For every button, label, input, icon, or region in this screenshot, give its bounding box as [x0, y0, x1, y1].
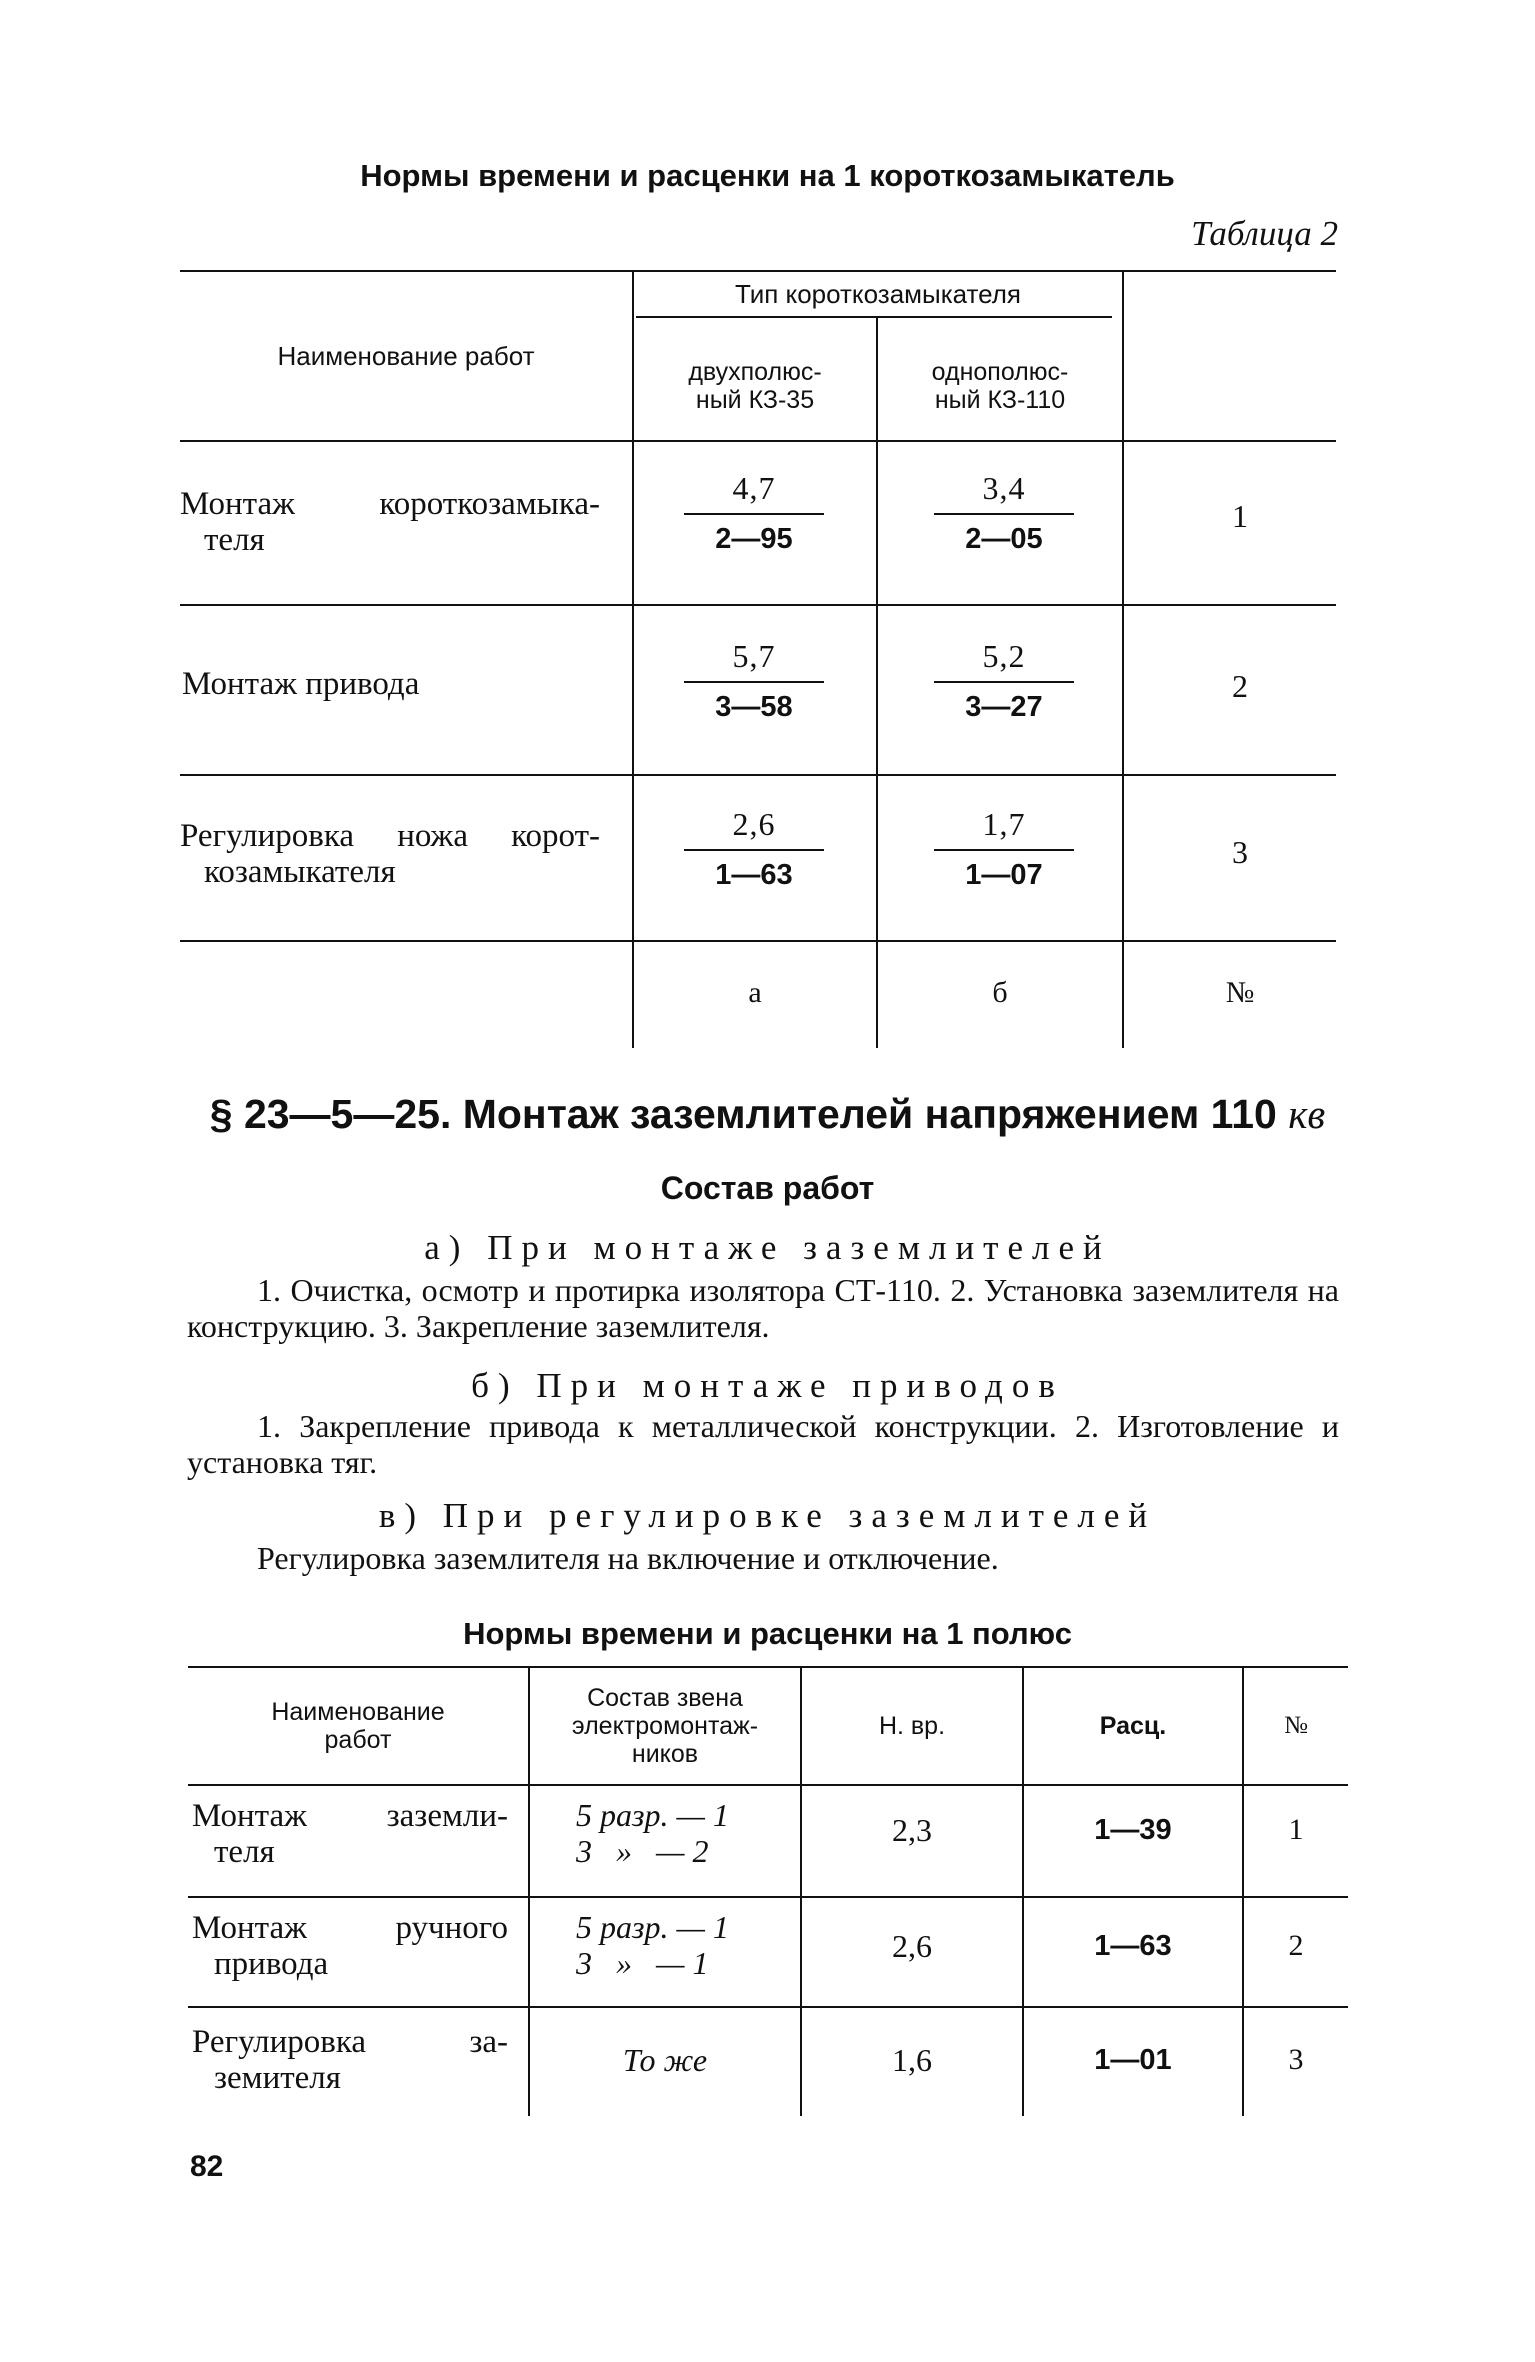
- table2-row-name-cont: теля: [214, 1834, 275, 1870]
- table1-row-name-cont: козамыкателя: [204, 854, 396, 890]
- table2-header-rule: [188, 1784, 1348, 1786]
- table1-header-name: Наименование работ: [277, 340, 535, 371]
- table1-header-rule: [180, 440, 1336, 442]
- table2-title: Нормы времени и расценки на 1 полюс: [463, 1616, 1072, 1651]
- table2-crew-line: 3 » — 1: [576, 1945, 709, 1981]
- subsection-a-body: 1. Очистка, осмотр и протирка изолятора СТ-110. 2. Установка заземлителя на конструкцию. 3. Закрепление заземлителя.: [187, 1272, 1339, 1344]
- table1-row-number: 3: [1232, 833, 1248, 870]
- table1-cell-b: [934, 470, 1074, 556]
- subsection-b-text: [187, 1408, 1339, 1480]
- table1-footer-number: №: [1225, 976, 1255, 1009]
- table2-rate: 1—01: [1094, 2043, 1172, 2076]
- section-heading-unit: кв: [1288, 1091, 1326, 1137]
- table2-row-name: Монтаж заземли-: [192, 1798, 508, 1834]
- table1-footer-a: а: [748, 976, 762, 1009]
- composition-title: Состав работ: [660, 1170, 875, 1206]
- table1-cell-b: [934, 638, 1074, 724]
- norm-time: 4,7: [684, 470, 824, 515]
- table2-header-rate: Расц.: [1099, 1711, 1167, 1740]
- norm-time: 5,2: [934, 638, 1074, 683]
- table2-row-name-cont: привода: [214, 1946, 329, 1982]
- table2-header-crew-line2: электромонтаж-: [571, 1712, 759, 1740]
- table1-cell-a: [684, 638, 824, 724]
- norm-time: 2,6: [684, 806, 824, 851]
- table2-crew-same: То же: [622, 2041, 708, 2078]
- table2-row-name: Монтаж ручного: [192, 1910, 508, 1946]
- table1-row-name: Монтаж привода: [182, 666, 420, 702]
- norm-time: 5,7: [684, 638, 824, 683]
- subsection-c-body: Регулировка заземлителя на включение и отключение.: [257, 1540, 999, 1576]
- table2-norm-time: 1,6: [892, 2041, 932, 2078]
- table2-header-crew-line3: ников: [631, 1740, 699, 1768]
- table2-rate: 1—63: [1094, 1929, 1172, 1962]
- subsection-c-title: в) При регулировке заземлителей: [378, 1496, 1157, 1535]
- table2-header-name-line1: Наименование: [271, 1698, 445, 1726]
- table1-header-group: Тип короткозамыкателя: [734, 278, 1022, 309]
- table1-row-number: 2: [1232, 667, 1248, 704]
- table1-row-rule: [180, 604, 1336, 606]
- rate: 2—95: [715, 523, 793, 555]
- table2-row-number: 3: [1288, 2043, 1304, 2076]
- table2-crew-line: 3 » — 2: [576, 1833, 709, 1869]
- table2-crew-line: 5 разр. — 1: [576, 1797, 729, 1833]
- table2-crew-line: 5 разр. — 1: [576, 1909, 729, 1945]
- table2-row-rule: [188, 1896, 1348, 1898]
- rate: 3—58: [715, 691, 793, 723]
- rate: 2—05: [965, 523, 1043, 555]
- table1-header-col-b-line2: ный КЗ-110: [934, 386, 1066, 414]
- table2-header-name: [188, 1668, 528, 1784]
- table2-row-number: 1: [1288, 1813, 1304, 1846]
- table1-title: Нормы времени и расценки на 1 короткозамыкатель: [360, 158, 1175, 193]
- norm-time: 3,4: [934, 470, 1074, 515]
- table2-header-crew: [530, 1668, 800, 1784]
- table1-header-col-a-line2: ный КЗ-35: [695, 386, 815, 414]
- table1-row-rule: [180, 774, 1336, 776]
- table2-norm-time: 2,3: [892, 1811, 932, 1848]
- section-heading-text: § 23—5—25. Монтаж заземлителей напряжением 110: [209, 1091, 1277, 1137]
- subsection-a-title: а) При монтаже заземлителей: [424, 1228, 1111, 1267]
- table1-row-number: 1: [1232, 497, 1248, 534]
- section-heading: [0, 1090, 1535, 1138]
- table1-header-col-b: [878, 336, 1122, 436]
- table2-header-time: Н. вр.: [878, 1711, 946, 1740]
- subsection-a-text: [187, 1272, 1339, 1344]
- norm-time: 1,7: [934, 806, 1074, 851]
- table1-header-col-a: [634, 336, 876, 436]
- table1-row-name-cont: теля: [204, 522, 265, 558]
- table1-footer-b: б: [992, 976, 1008, 1009]
- page-number: 82: [190, 2150, 224, 2183]
- rate: 1—07: [965, 859, 1043, 891]
- table2-row-name-cont: земителя: [214, 2060, 341, 2096]
- table2-row-name: Регулировка за-: [192, 2024, 508, 2060]
- subsection-b-body: 1. Закрепление привода к металлической конструкции. 2. Изготовление и установка тяг.: [187, 1408, 1339, 1480]
- table2-rate: 1—39: [1094, 1813, 1172, 1846]
- table1-row-name: Регулировка ножа корот-: [180, 818, 600, 854]
- table1-header-col-a-line1: двухполюс-: [688, 358, 822, 386]
- table2-header-crew-line1: Состав звена: [587, 1684, 743, 1712]
- subsection-c-text: [187, 1540, 1339, 1576]
- table1-header-col-b-line1: однополюс-: [931, 358, 1069, 386]
- rate: 1—63: [715, 859, 793, 891]
- table1-cell-a: [684, 806, 824, 892]
- table1-row-rule: [180, 940, 1336, 942]
- table2-header-name-line2: работ: [324, 1726, 392, 1754]
- table2-norm-time: 2,6: [892, 1927, 932, 1964]
- table1-label: Таблица 2: [1191, 214, 1338, 253]
- table2-row-number: 2: [1288, 1929, 1304, 1962]
- subsection-b-title: б) При монтаже приводов: [471, 1366, 1064, 1405]
- table1-cell-b: [934, 806, 1074, 892]
- table2-header-number: №: [1284, 1712, 1308, 1739]
- rate: 3—27: [965, 691, 1043, 723]
- table1-row-name: Монтаж короткозамыка-: [180, 486, 600, 522]
- table2-row-rule: [188, 2006, 1348, 2008]
- table1-group-rule: [636, 316, 1112, 318]
- table1-cell-a: [684, 470, 824, 556]
